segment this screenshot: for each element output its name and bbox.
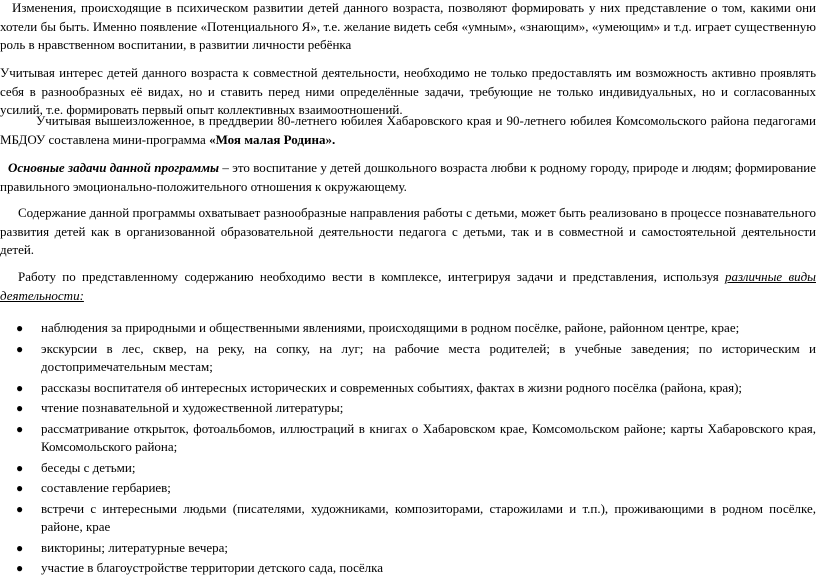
main-tasks-heading: Основные задачи данной программы: [8, 160, 220, 175]
paragraph-joint-activity: Учитывая интерес детей данного возраста к совместной деятельности, необходимо не только предоставлять им возможность активно проявлять себя в разнообразных её видах, но и ставить перед ними определённые задачи, требующие не только индивидуальных, но и согласованных усилий, т.е. формировать первый опыт коллективных взаимоотношений.: [0, 65, 816, 117]
list-item: [0, 379, 816, 398]
paragraph-intro: Изменения, происходящие в психическом развитии детей данного возраста, позволяют формировать у них представление о том, какими они хотели бы быть. Именно появление «Потенциального Я», т.е. желание видеть себя «умным», «знающим», «умеющим» и т.д. играет существенную роль в нравственном воспитании, в развитии личности ребёнка: [0, 0, 816, 52]
list-item: [0, 420, 816, 457]
bullet-icon: ●: [16, 401, 24, 415]
list-item-text: рассказы воспитателя об интересных исторических и современных событиях, фактах в жизни родного посёлка (района, края);: [41, 379, 743, 395]
list-item: [0, 500, 816, 537]
bullet-icon: ●: [16, 501, 24, 516]
list-item: [0, 399, 816, 418]
bullet-icon: ●: [16, 540, 24, 555]
program-intro-text: Учитывая вышеизложенное, в преддверии 80-летнего юбилея Хабаровского края и 90-летнего юбилея Комсомольского района педагогами МБДОУ составлена мини-программа: [0, 113, 816, 147]
paragraph-program-intro: [0, 112, 816, 149]
bullet-icon: ●: [16, 341, 24, 356]
list-item-text: экскурсии в лес, сквер, на реку, на сопку, на луг; на рабочие места родителей; в учебные заведения; по историческим и достопримечательным местам;: [41, 340, 816, 374]
list-item: [0, 559, 816, 578]
list-item-text: рассматривание открыток, фотоальбомов, иллюстраций в книгах о Хабаровском крае, Комсомольском районе; карты Хабаровского края, Комсомольского района;: [41, 420, 816, 454]
paragraph-work-method: [0, 268, 816, 305]
bullet-icon: ●: [16, 481, 24, 495]
bullet-icon: ●: [16, 561, 24, 575]
bullet-icon: ●: [16, 380, 24, 395]
main-tasks-text: – это воспитание у детей дошкольного возраста любви к родному городу, природе и людям; формирование правильного эмоционально-положительного отношения к окружающему.: [0, 160, 816, 194]
bullet-icon: ●: [16, 460, 24, 475]
bullet-icon: ●: [16, 421, 24, 436]
list-item: [0, 340, 816, 377]
work-method-text: Работу по представленному содержанию необходимо вести в комплексе, интегрируя задачи и представления, используя: [18, 269, 726, 284]
bullet-icon: ●: [16, 321, 24, 335]
paragraph-content: Содержание данной программы охватывает разнообразные направления работы с детьми, может быть реализовано в процессе познавательного развития детей как в организованной образовательной деятельности педагога с детьми, так и в совместной и самостоятельной деятельности детей.: [0, 205, 816, 257]
list-item: [0, 459, 816, 478]
activities-list: [0, 319, 816, 580]
list-item: [0, 479, 816, 498]
list-item: [0, 319, 816, 338]
program-title: «Моя малая Родина».: [209, 131, 336, 147]
list-item: [0, 539, 816, 558]
activity-types-heading: различные виды деятельности:: [0, 269, 816, 303]
list-item-text: участие в благоустройстве территории детского сада, посёлка: [41, 560, 384, 575]
paragraph-main-tasks: [0, 159, 816, 196]
list-item-text: викторины; литературные вечера;: [41, 539, 229, 555]
list-item-text: составление гербариев;: [41, 480, 171, 495]
list-item-text: чтение познавательной и художественной литературы;: [41, 400, 344, 415]
list-item-text: встречи с интересными людьми (писателями, художниками, композиторами, старожилами и т.п.), проживающими в родном посёлке, районе, крае: [41, 500, 816, 534]
list-item-text: беседы с детьми;: [41, 459, 136, 475]
list-item-text: наблюдения за природными и общественными явлениями, происходящими в родном посёлке, районе, районном центре, крае;: [41, 320, 740, 335]
